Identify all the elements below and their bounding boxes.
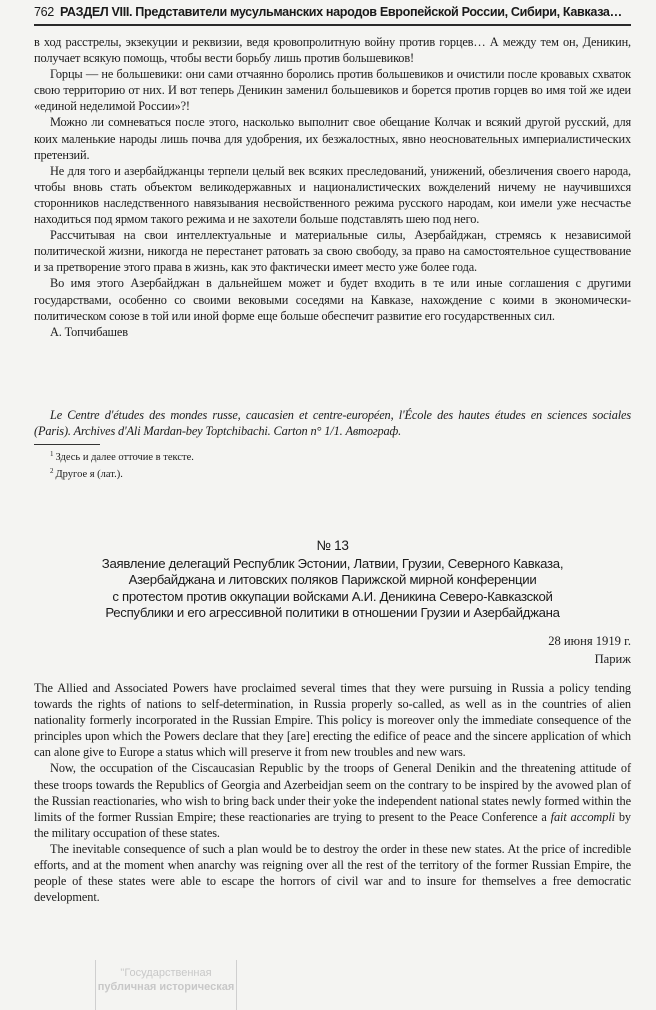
italic-phrase: fait accompli bbox=[550, 809, 615, 824]
archival-source: Le Centre d'études des mondes russe, caucasien et centre-européen, l'École des hautes études en sciences sociales (Paris). Archives d'Ali Mardan-bey Toptchibachi. Carton n° 1/1. Автограф. bbox=[34, 408, 631, 439]
document-title-line: Заявление делегаций Республик Эстонии, Латвии, Грузии, Северного Кавказа, bbox=[101, 556, 564, 572]
page-number: 762 bbox=[34, 5, 54, 19]
date-place bbox=[548, 632, 631, 668]
english-statement-text bbox=[34, 680, 631, 905]
document-title-line: с протестом против оккупации войсками А.И. Деникина Северо-Кавказской bbox=[112, 588, 553, 604]
running-header bbox=[34, 5, 631, 19]
header-rule bbox=[34, 24, 631, 26]
russian-letter-text bbox=[34, 34, 631, 340]
document-title-line: Азербайджана и литовских поляков Парижской мирной конференции bbox=[128, 572, 537, 588]
stamp-line: "Государственная bbox=[120, 967, 212, 979]
running-title: РАЗДЕЛ VIII. Представители мусульманских народов Европейской России, Сибири, Кавказа… bbox=[59, 5, 622, 19]
text-run: by the military occupation of these states. bbox=[34, 809, 631, 840]
paragraph: Во имя этого Азербайджан в дальнейшем может и будет входить в те или иные соглашения с другими государствами, особенно со своими вековыми соседями на Кавказе, нахождение с коими в экономически-политическом союзе в той или иной форме еще больше обеспечит развитие его государственных сил. bbox=[34, 276, 631, 323]
footnote-1 bbox=[34, 448, 434, 465]
paragraph bbox=[34, 760, 631, 840]
footnote-text: Другое я (лат.). bbox=[55, 468, 123, 480]
document-date: 28 июня 1919 г. bbox=[548, 634, 631, 648]
footnotes bbox=[34, 448, 434, 481]
paragraph: Можно ли сомневаться после этого, насколько выполнит свое обещание Колчак и всякий другой русский, для коих маленькие народы лишь почва для удобрения, их безжалостных, явно неосновательных империалистических претензий. bbox=[34, 115, 631, 162]
paragraph: The inevitable consequence of such a plan would be to destroy the order in these new states. At the price of incredible efforts, and at the moment when anarchy was reigning over all the rest of the territory of the former Russian Empire, the people of these states were able to escape the horrors of civil war and to insure for themselves a free democratic development. bbox=[34, 841, 631, 905]
footnote-mark: 2 bbox=[50, 466, 54, 475]
paragraph: Рассчитывая на свои интеллектуальные и материальные силы, Азербайджан, стремясь к независимой политической жизни, никогда не перестанет ратовать за свою свободу, за право на самостоятельное существование и за претворение этого права в жизнь, как это фактически имеет место уже более года. bbox=[34, 228, 631, 275]
document-number: № 13 bbox=[316, 538, 349, 553]
document-title-line: Республики и его агрессивной политики в отношении Грузии и Азербайджана bbox=[105, 604, 560, 620]
paragraph: Не для того и азербайджанцы терпели целый век всяких преследований, унижений, обезличения своего народа, чтобы вновь стать объектом великодержавных и националистических вожделений ничему не научившихся сторонников наследственного навязывания несвойственного режима русского народам, кои имели уже несчастье находиться под ярмом такого режима и не захотели больше подставлять шею под него. bbox=[34, 163, 631, 227]
paragraph: Горцы — не большевики: они сами отчаянно боролись против большевиков и очистили после кровавых схваток свою территорию от них. И вот теперь Деникин заменил большевиков и борется против горцев во имя той же идеи «единой неделимой России»?! bbox=[34, 67, 631, 114]
footnote-mark: 1 bbox=[50, 450, 54, 458]
document-place: Париж bbox=[594, 652, 631, 666]
stamp-line: публичная историческая bbox=[97, 981, 235, 993]
footnote-text: Здесь и далее отточие в тексте. bbox=[55, 452, 194, 463]
footnote-rule bbox=[34, 444, 100, 445]
paragraph: в ход расстрелы, экзекуции и реквизии, ведя кровопролитную войну против горцев… А между тем он, Деникин, получает всякую помощь, чтобы вести борьбу лишь против большевиков! bbox=[34, 35, 631, 66]
paragraph: The Allied and Associated Powers have proclaimed several times that they were pursuing in Russia a policy tending towards the rights of nations to self-determination, in Russia properly so-called, as well as in the countries of alien nationality formerly incorporated in the Russian Empire. This policy is moreover only the immediate consequence of the principles upon which the Powers declare that they [are] erecting the edifice of peace and the sincere application of which can alone give to Europe a status which will preserve it from new troubles and new wars. bbox=[34, 681, 631, 760]
document-heading bbox=[34, 538, 631, 621]
footnote-2 bbox=[34, 465, 434, 482]
signature: А. Топчибашев bbox=[50, 324, 128, 339]
text-run: Now, the occupation of the Ciscaucasian Republic by the troops of General Denikin and the threatening attitude of these troops towards the Republics of Georgia and Azerbeidjan seem on the contrary to be inspired by the avowed plan of the Russian reactionaries, who wish to bring back under their yoke the independent national states newly formed within the limits of the former Russian Empire; these reactionaries are trying to present to the Peace Conference a bbox=[34, 761, 631, 824]
